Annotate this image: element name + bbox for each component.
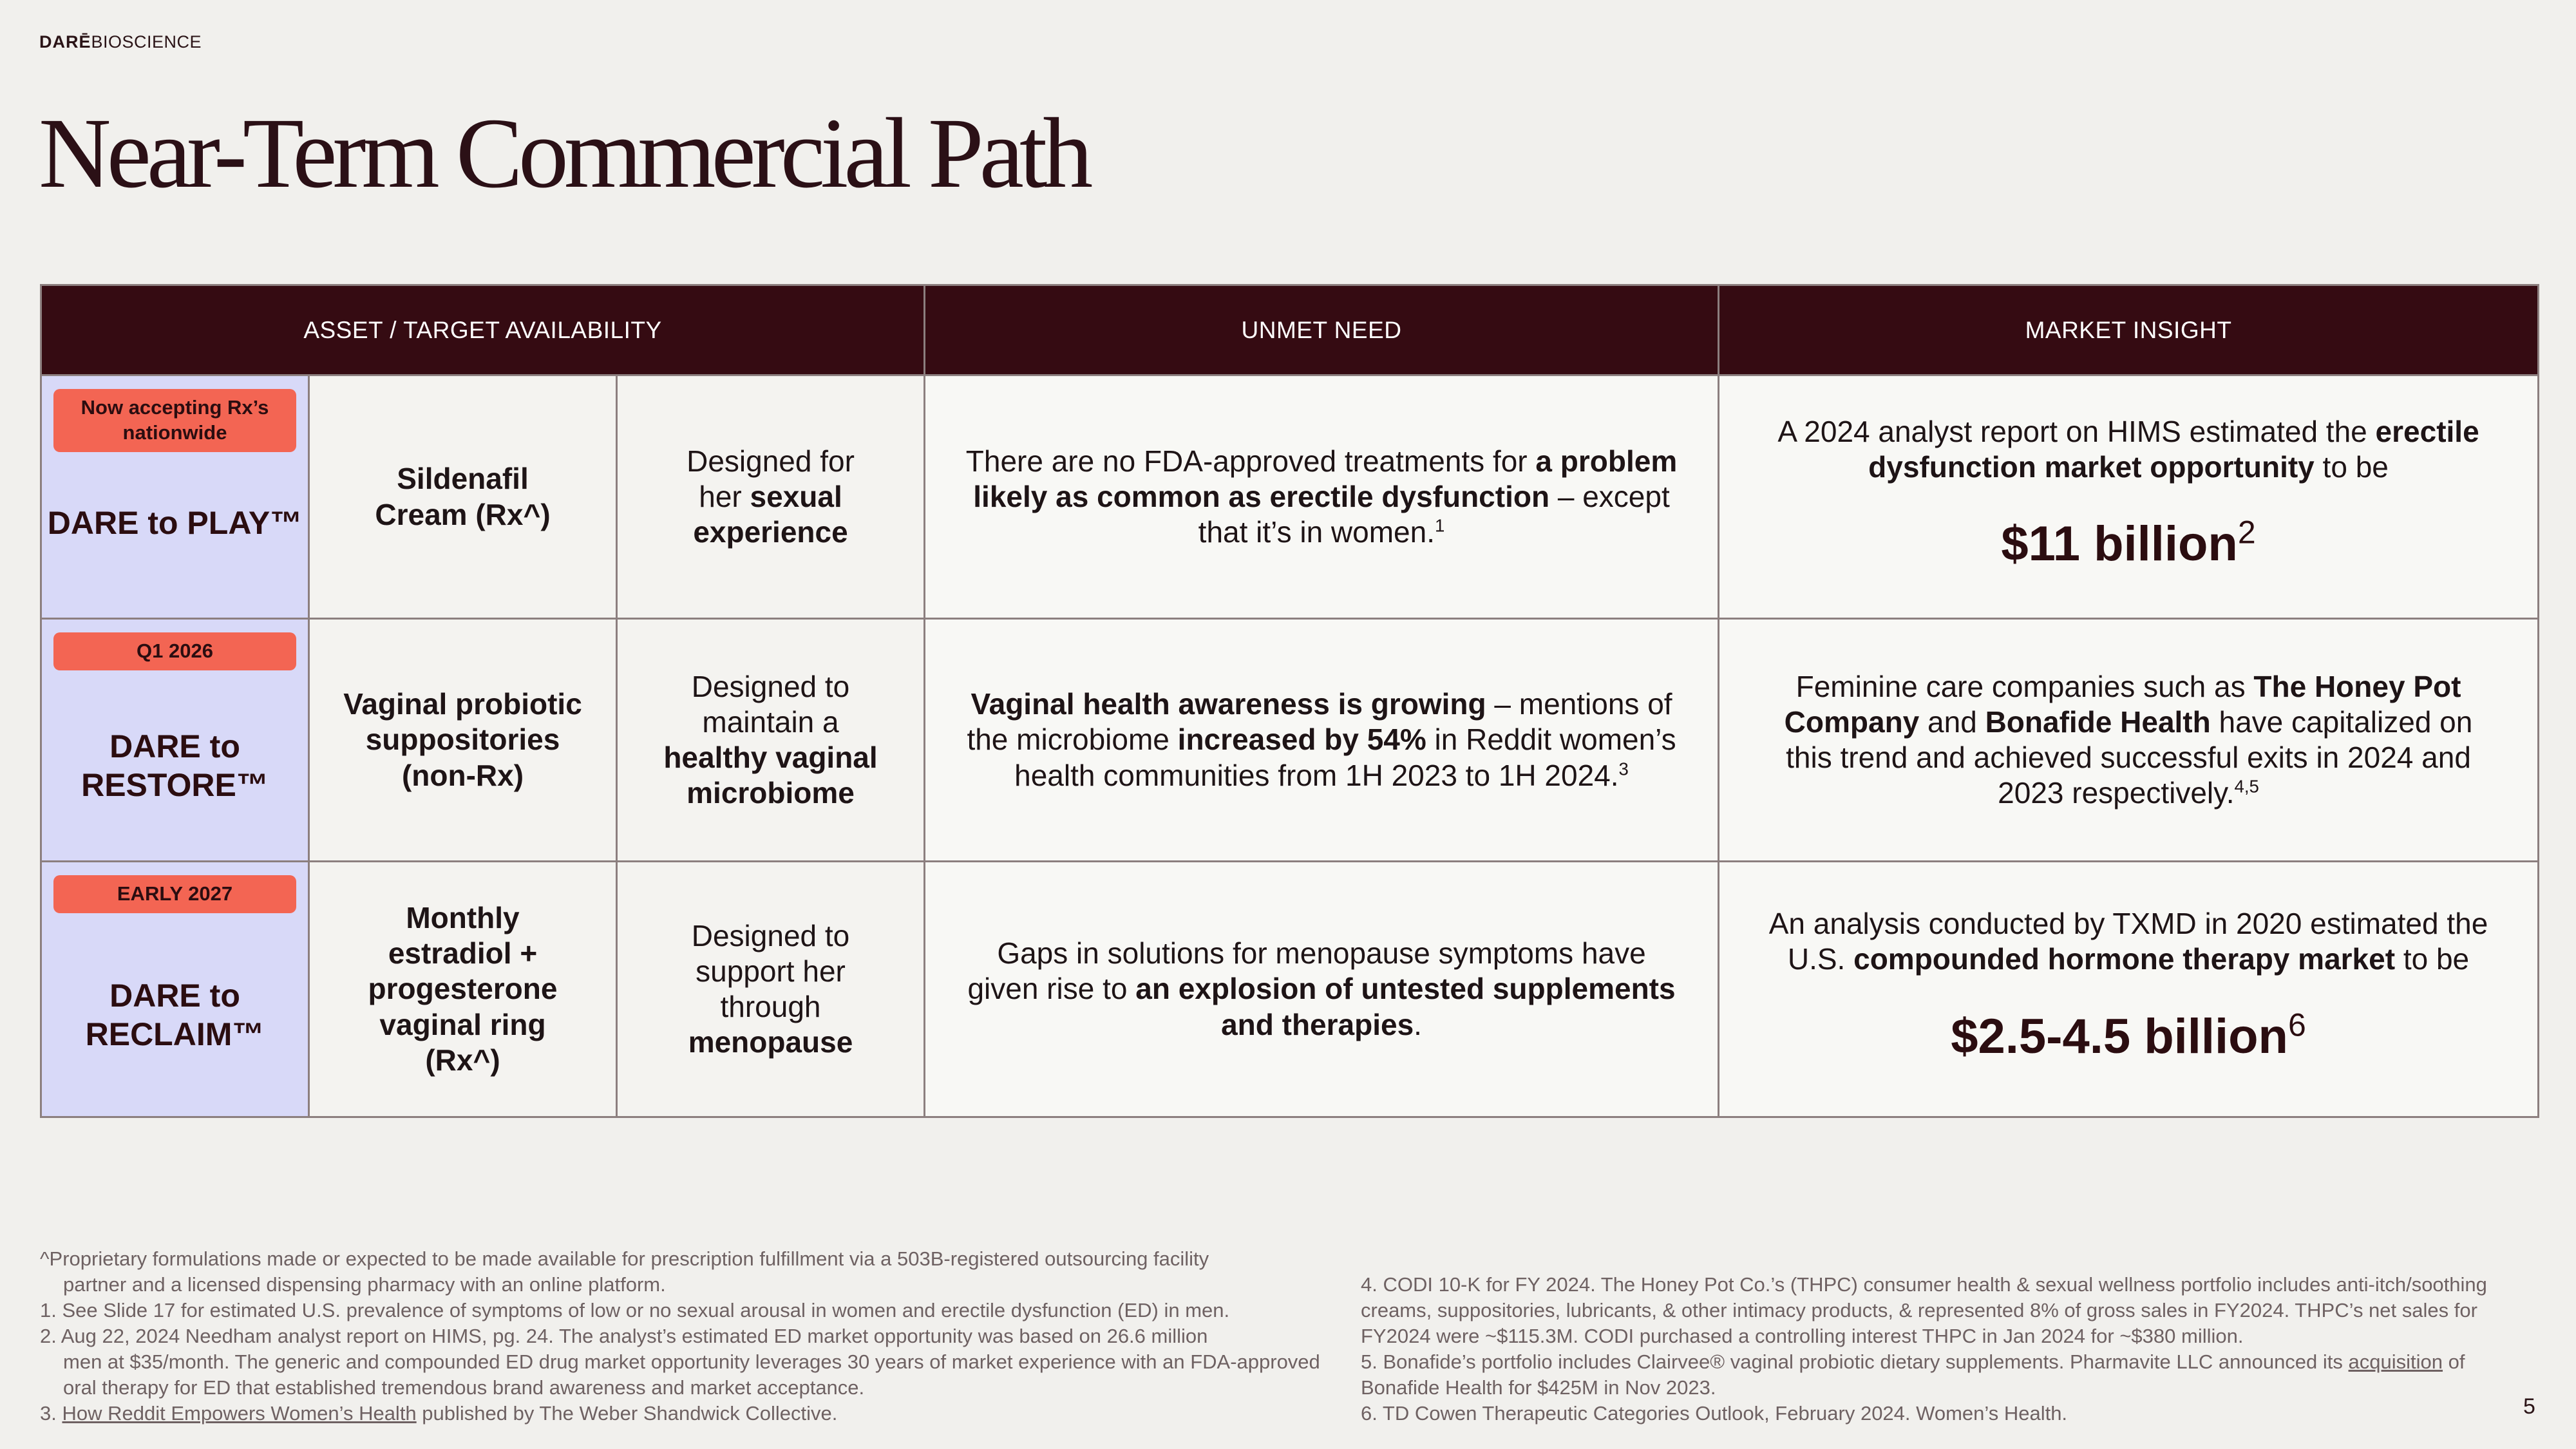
- page-number: 5: [2523, 1394, 2535, 1419]
- footnote-6: 6. TD Cowen Therapeutic Categories Outlook, February 2024. Women’s Health.: [1361, 1402, 2068, 1425]
- market-size-figure: $2.5-4.5 billion$^6$: [1951, 1007, 2306, 1064]
- product-cell: Vaginal probiotic suppositories (non-Rx): [309, 619, 617, 862]
- asset-name: DARE to PLAY™: [47, 504, 303, 541]
- footnote-caret: ^Proprietary formulations made or expected to be made available for prescription fulfillment via a 503B-registered outsourcing facility: [40, 1247, 1209, 1270]
- asset-name: DARE to RECLAIM™: [85, 978, 265, 1052]
- footnote-2: 2. Aug 22, 2024 Needham analyst report on HIMS, pg. 24. The analyst’s estimated ED market opportunity was based on 26.6 million: [40, 1325, 1208, 1347]
- header-asset: ASSET / TARGET AVAILABILITY: [41, 285, 925, 375]
- asset-cell: [41, 862, 309, 1117]
- market-insight-cell: A 2024 analyst report on HIMS estimated the erectile dysfunction market opportunity to be $11 billion$^2$: [1719, 375, 2539, 619]
- header-market-insight: MARKET INSIGHT: [1719, 285, 2539, 375]
- footnote-3: 3. How Reddit Empowers Women’s Health published by The Weber Shandwick Collective.: [40, 1402, 838, 1425]
- design-cell: Designed for her sexual experience: [617, 375, 925, 619]
- acquisition-link[interactable]: acquisition: [2348, 1350, 2443, 1373]
- table-row: [41, 375, 2539, 619]
- product-cell: Sildenafil Cream (Rx^): [309, 375, 617, 619]
- unmet-need-cell: Vaginal health awareness is growing – mentions of the microbiome increased by 54% in Reddit women’s health communities from 1H 2023 to 1H 2024.$^3$: [925, 619, 1719, 862]
- asset-name: DARE to RESTORE™: [81, 728, 269, 803]
- unmet-need-cell: There are no FDA-approved treatments for a problem likely as common as erectile dysfunction – except that it’s in women.$^1$: [925, 375, 1719, 619]
- table-row: [41, 619, 2539, 862]
- availability-badge: Now accepting Rx’s nationwide: [53, 389, 296, 452]
- company-logo: DARĒBIOSCIENCE: [39, 32, 202, 52]
- footnotes-right: [1361, 1272, 2539, 1426]
- design-cell: Designed to support her through menopause: [617, 862, 925, 1117]
- asset-cell: [41, 375, 309, 619]
- footnote-caret-cont: partner and a licensed dispensing pharmacy with an online platform.: [63, 1273, 666, 1296]
- asset-cell: [41, 619, 309, 862]
- market-insight-cell: Feminine care companies such as The Honey Pot Company and Bonafide Health have capitalized on this trend and achieved successful exits in 2024 and 2023 respectively.$^{4,5}$: [1719, 619, 2539, 862]
- availability-badge: EARLY 2027: [53, 875, 296, 913]
- commercial-path-table: [40, 284, 2539, 1118]
- market-insight-cell: An analysis conducted by TXMD in 2020 estimated the U.S. compounded hormone therapy market to be $2.5-4.5 billion$^6$: [1719, 862, 2539, 1117]
- footnote-5: 5. Bonafide’s portfolio includes Clairvee® vaginal probiotic dietary supplements. Pharmavite LLC announced its acquisition of Bonafide Health for $425M in Nov 2023.: [1361, 1350, 2465, 1399]
- header-unmet-need: UNMET NEED: [925, 285, 1719, 375]
- product-cell: Monthly estradiol + progesterone vaginal ring (Rx^): [309, 862, 617, 1117]
- market-size-figure: $11 billion$^2$: [2001, 514, 2256, 572]
- table-row: [41, 862, 2539, 1117]
- footnote-4: 4. CODI 10-K for FY 2024. The Honey Pot Co.’s (THPC) consumer health & sexual wellness portfolio includes anti-itch/soothing creams, suppositories, lubricants, & other intimacy products, & represented 8% of gross sales in FY2024. THPC’s net sales for FY2024 were ~$115.3M. CODI purchased a controlling interest THPC in Jan 2024 for ~$380 million.: [1361, 1273, 2487, 1347]
- page-title: Near-Term Commercial Path: [39, 97, 1089, 209]
- footnote-1: 1. See Slide 17 for estimated U.S. prevalence of symptoms of low or no sexual arousal in women and erectile dysfunction (ED) in men.: [40, 1299, 1230, 1321]
- footnotes-left: [40, 1246, 1347, 1426]
- footnote-2-cont: men at $35/month. The generic and compounded ED drug market opportunity leverages 30 years of market experience with an FDA-approved oral therapy for ED that established tremendous brand awareness and market acceptance.: [63, 1350, 1320, 1399]
- unmet-need-cell: Gaps in solutions for menopause symptoms have given rise to an explosion of untested supplements and therapies.: [925, 862, 1719, 1117]
- reddit-report-link[interactable]: How Reddit Empowers Women’s Health: [62, 1402, 417, 1425]
- design-cell: Designed to maintain a healthy vaginal microbiome: [617, 619, 925, 862]
- availability-badge: Q1 2026: [53, 632, 296, 670]
- table-header-row: [41, 285, 2539, 375]
